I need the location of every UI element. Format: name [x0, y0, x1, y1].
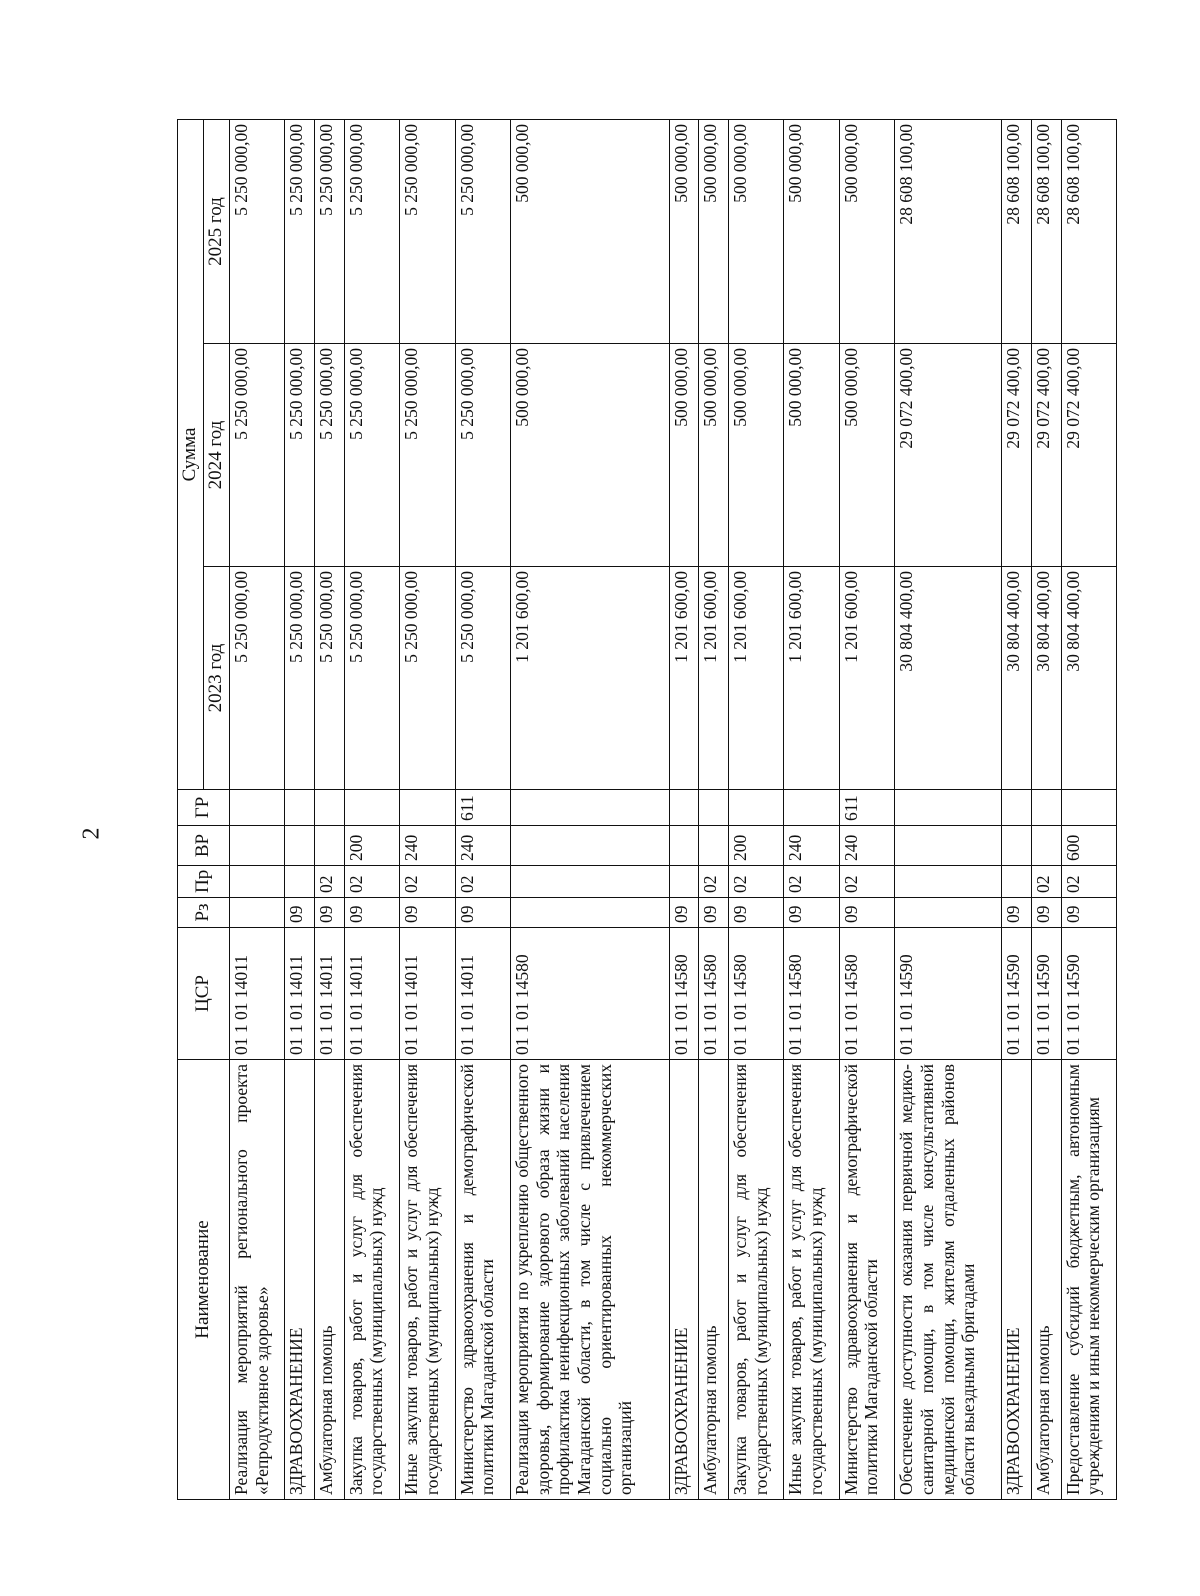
row-vr: 600	[1061, 826, 1116, 866]
row-pr: 02	[784, 866, 839, 898]
header-2024: 2024 год	[204, 344, 230, 567]
table-row	[895, 120, 1002, 1500]
row-pr	[230, 866, 285, 898]
row-csr: 01 1 01 14011	[315, 928, 345, 1060]
row-rz: 09	[699, 898, 729, 928]
row-amount-2025: 28 608 100,00	[1031, 120, 1061, 344]
table-row	[1061, 120, 1116, 1500]
row-csr: 01 1 01 14580	[510, 928, 669, 1060]
row-vr	[285, 826, 315, 866]
row-amount-2024: 500 000,00	[728, 344, 783, 567]
row-name: Амбулаторная помощь	[1031, 1060, 1061, 1500]
row-name: Иные закупки товаров, работ и услуг для обеспечения государственных (муниципальных) нужд	[400, 1060, 455, 1500]
row-gr: 611	[839, 790, 894, 826]
row-pr	[895, 866, 1002, 898]
row-csr: 01 1 01 14580	[839, 928, 894, 1060]
row-vr: 240	[784, 826, 839, 866]
table-row	[1031, 120, 1061, 1500]
row-rz: 09	[455, 898, 510, 928]
row-amount-2025: 500 000,00	[510, 120, 669, 344]
row-name: Реализация мероприятий регионального проекта «Репродуктивное здоровье»	[230, 1060, 285, 1500]
row-pr: 02	[455, 866, 510, 898]
row-amount-2025: 5 250 000,00	[230, 120, 285, 344]
row-amount-2023: 1 201 600,00	[669, 567, 699, 790]
row-pr	[1002, 866, 1032, 898]
table-row	[839, 120, 894, 1500]
table-row	[1002, 120, 1032, 1500]
row-name: Амбулаторная помощь	[699, 1060, 729, 1500]
row-amount-2023: 30 804 400,00	[1031, 567, 1061, 790]
row-rz: 09	[728, 898, 783, 928]
row-vr	[669, 826, 699, 866]
row-csr: 01 1 01 14580	[699, 928, 729, 1060]
header-csr: ЦСР	[178, 928, 230, 1060]
row-amount-2023: 1 201 600,00	[839, 567, 894, 790]
row-pr: 02	[1031, 866, 1061, 898]
row-csr: 01 1 01 14590	[1031, 928, 1061, 1060]
row-rz: 09	[315, 898, 345, 928]
row-amount-2024: 29 072 400,00	[895, 344, 1002, 567]
header-sum: Сумма	[178, 120, 204, 790]
row-amount-2023: 5 250 000,00	[400, 567, 455, 790]
row-amount-2024: 5 250 000,00	[455, 344, 510, 567]
row-amount-2024: 5 250 000,00	[344, 344, 399, 567]
table-rotation-wrapper	[177, 120, 1117, 1500]
row-amount-2025: 28 608 100,00	[1061, 120, 1116, 344]
row-csr: 01 1 01 14580	[669, 928, 699, 1060]
row-gr: 611	[455, 790, 510, 826]
row-csr: 01 1 01 14011	[285, 928, 315, 1060]
row-gr	[285, 790, 315, 826]
row-gr	[400, 790, 455, 826]
row-rz	[895, 898, 1002, 928]
row-rz: 09	[669, 898, 699, 928]
row-amount-2024: 29 072 400,00	[1031, 344, 1061, 567]
row-amount-2023: 1 201 600,00	[510, 567, 669, 790]
table-row	[315, 120, 345, 1500]
row-amount-2023: 5 250 000,00	[455, 567, 510, 790]
row-amount-2023: 30 804 400,00	[1061, 567, 1116, 790]
header-gr: ГР	[178, 790, 230, 826]
row-csr: 01 1 01 14580	[728, 928, 783, 1060]
row-gr	[1002, 790, 1032, 826]
row-vr: 240	[400, 826, 455, 866]
row-amount-2025: 5 250 000,00	[344, 120, 399, 344]
row-pr: 02	[839, 866, 894, 898]
row-csr: 01 1 01 14011	[230, 928, 285, 1060]
row-amount-2025: 28 608 100,00	[895, 120, 1002, 344]
row-pr: 02	[1061, 866, 1116, 898]
table-row	[728, 120, 783, 1500]
table-row	[455, 120, 510, 1500]
row-vr: 200	[344, 826, 399, 866]
row-amount-2025: 5 250 000,00	[285, 120, 315, 344]
row-vr	[230, 826, 285, 866]
row-amount-2023: 30 804 400,00	[1002, 567, 1032, 790]
row-amount-2023: 5 250 000,00	[315, 567, 345, 790]
row-name: ЗДРАВООХРАНЕНИЕ	[1002, 1060, 1032, 1500]
table-row	[784, 120, 839, 1500]
row-rz: 09	[344, 898, 399, 928]
header-2025: 2025 год	[204, 120, 230, 344]
header-name: Наименование	[178, 1060, 230, 1500]
table-row	[669, 120, 699, 1500]
page-number: 2	[78, 827, 105, 840]
row-gr	[344, 790, 399, 826]
row-name: Обеспечение доступности оказания первичной медико-санитарной помощи, в том числе консультативной медицинской помощи, жителям отдаленных районов области выездными бригадами	[895, 1060, 1002, 1500]
row-amount-2024: 500 000,00	[510, 344, 669, 567]
row-amount-2023: 5 250 000,00	[285, 567, 315, 790]
row-name: Реализация мероприятия по укреплению общественного здоровья, формирование здорового образа жизни и профилактика неинфекционных заболеваний населения Магаданской области, в том числе с привлечением социально ориентированных некоммерческих организаций	[510, 1060, 669, 1500]
row-amount-2025: 500 000,00	[669, 120, 699, 344]
row-rz	[510, 898, 669, 928]
row-amount-2024: 29 072 400,00	[1061, 344, 1116, 567]
row-vr	[510, 826, 669, 866]
row-amount-2024: 5 250 000,00	[230, 344, 285, 567]
row-csr: 01 1 01 14590	[895, 928, 1002, 1060]
row-gr	[784, 790, 839, 826]
row-gr	[1061, 790, 1116, 826]
row-name: Иные закупки товаров, работ и услуг для обеспечения государственных (муниципальных) нужд	[784, 1060, 839, 1500]
row-pr: 02	[315, 866, 345, 898]
row-gr	[1031, 790, 1061, 826]
row-name: Министерство здравоохранения и демографической политики Магаданской области	[839, 1060, 894, 1500]
row-amount-2025: 5 250 000,00	[455, 120, 510, 344]
row-rz: 09	[285, 898, 315, 928]
row-amount-2025: 500 000,00	[728, 120, 783, 344]
row-amount-2025: 500 000,00	[784, 120, 839, 344]
row-amount-2024: 5 250 000,00	[400, 344, 455, 567]
row-vr: 240	[839, 826, 894, 866]
row-gr	[895, 790, 1002, 826]
row-csr: 01 1 01 14590	[1002, 928, 1032, 1060]
header-vr: ВР	[178, 826, 230, 866]
row-csr: 01 1 01 14011	[455, 928, 510, 1060]
row-vr: 200	[728, 826, 783, 866]
row-rz	[230, 898, 285, 928]
row-name: Закупка товаров, работ и услуг для обеспечения государственных (муниципальных) нужд	[728, 1060, 783, 1500]
row-rz: 09	[1031, 898, 1061, 928]
row-amount-2024: 500 000,00	[839, 344, 894, 567]
row-pr	[285, 866, 315, 898]
row-pr: 02	[344, 866, 399, 898]
row-amount-2023: 5 250 000,00	[230, 567, 285, 790]
row-rz: 09	[784, 898, 839, 928]
header-rz: Рз	[178, 898, 230, 928]
row-name: ЗДРАВООХРАНЕНИЕ	[669, 1060, 699, 1500]
row-name: Предоставление субсидий бюджетным, автономным учреждениям и иным некоммерческим организациям	[1061, 1060, 1116, 1500]
header-pr: Пр	[178, 866, 230, 898]
row-rz: 09	[839, 898, 894, 928]
row-pr: 02	[400, 866, 455, 898]
row-name: Министерство здравоохранения и демографической политики Магаданской области	[455, 1060, 510, 1500]
row-amount-2023: 5 250 000,00	[344, 567, 399, 790]
budget-table	[177, 119, 1117, 1500]
row-gr	[728, 790, 783, 826]
row-name: Амбулаторная помощь	[315, 1060, 345, 1500]
row-gr	[669, 790, 699, 826]
row-csr: 01 1 01 14011	[400, 928, 455, 1060]
table-row	[344, 120, 399, 1500]
row-amount-2024: 5 250 000,00	[285, 344, 315, 567]
row-vr: 240	[455, 826, 510, 866]
row-vr	[315, 826, 345, 866]
row-amount-2025: 500 000,00	[839, 120, 894, 344]
row-pr: 02	[699, 866, 729, 898]
table-row	[699, 120, 729, 1500]
row-rz: 09	[400, 898, 455, 928]
row-amount-2024: 500 000,00	[784, 344, 839, 567]
header-2023: 2023 год	[204, 567, 230, 790]
row-amount-2024: 500 000,00	[699, 344, 729, 567]
row-amount-2023: 1 201 600,00	[728, 567, 783, 790]
row-gr	[510, 790, 669, 826]
row-vr	[895, 826, 1002, 866]
table-row	[510, 120, 669, 1500]
row-vr	[699, 826, 729, 866]
row-pr	[510, 866, 669, 898]
row-amount-2023: 1 201 600,00	[784, 567, 839, 790]
row-amount-2025: 5 250 000,00	[400, 120, 455, 344]
row-name: ЗДРАВООХРАНЕНИЕ	[285, 1060, 315, 1500]
row-csr: 01 1 01 14011	[344, 928, 399, 1060]
table-row	[230, 120, 285, 1500]
row-amount-2024: 500 000,00	[669, 344, 699, 567]
row-gr	[699, 790, 729, 826]
row-gr	[230, 790, 285, 826]
row-amount-2024: 29 072 400,00	[1002, 344, 1032, 567]
table-body	[230, 120, 1117, 1500]
row-pr: 02	[728, 866, 783, 898]
row-csr: 01 1 01 14580	[784, 928, 839, 1060]
row-rz: 09	[1002, 898, 1032, 928]
row-amount-2025: 28 608 100,00	[1002, 120, 1032, 344]
row-amount-2025: 5 250 000,00	[315, 120, 345, 344]
row-rz: 09	[1061, 898, 1116, 928]
row-csr: 01 1 01 14590	[1061, 928, 1116, 1060]
row-name: Закупка товаров, работ и услуг для обеспечения государственных (муниципальных) нужд	[344, 1060, 399, 1500]
table-row	[285, 120, 315, 1500]
table-row	[400, 120, 455, 1500]
row-vr	[1031, 826, 1061, 866]
row-amount-2024: 5 250 000,00	[315, 344, 345, 567]
row-amount-2023: 30 804 400,00	[895, 567, 1002, 790]
row-gr	[315, 790, 345, 826]
row-amount-2025: 500 000,00	[699, 120, 729, 344]
row-vr	[1002, 826, 1032, 866]
row-pr	[669, 866, 699, 898]
row-amount-2023: 1 201 600,00	[699, 567, 729, 790]
